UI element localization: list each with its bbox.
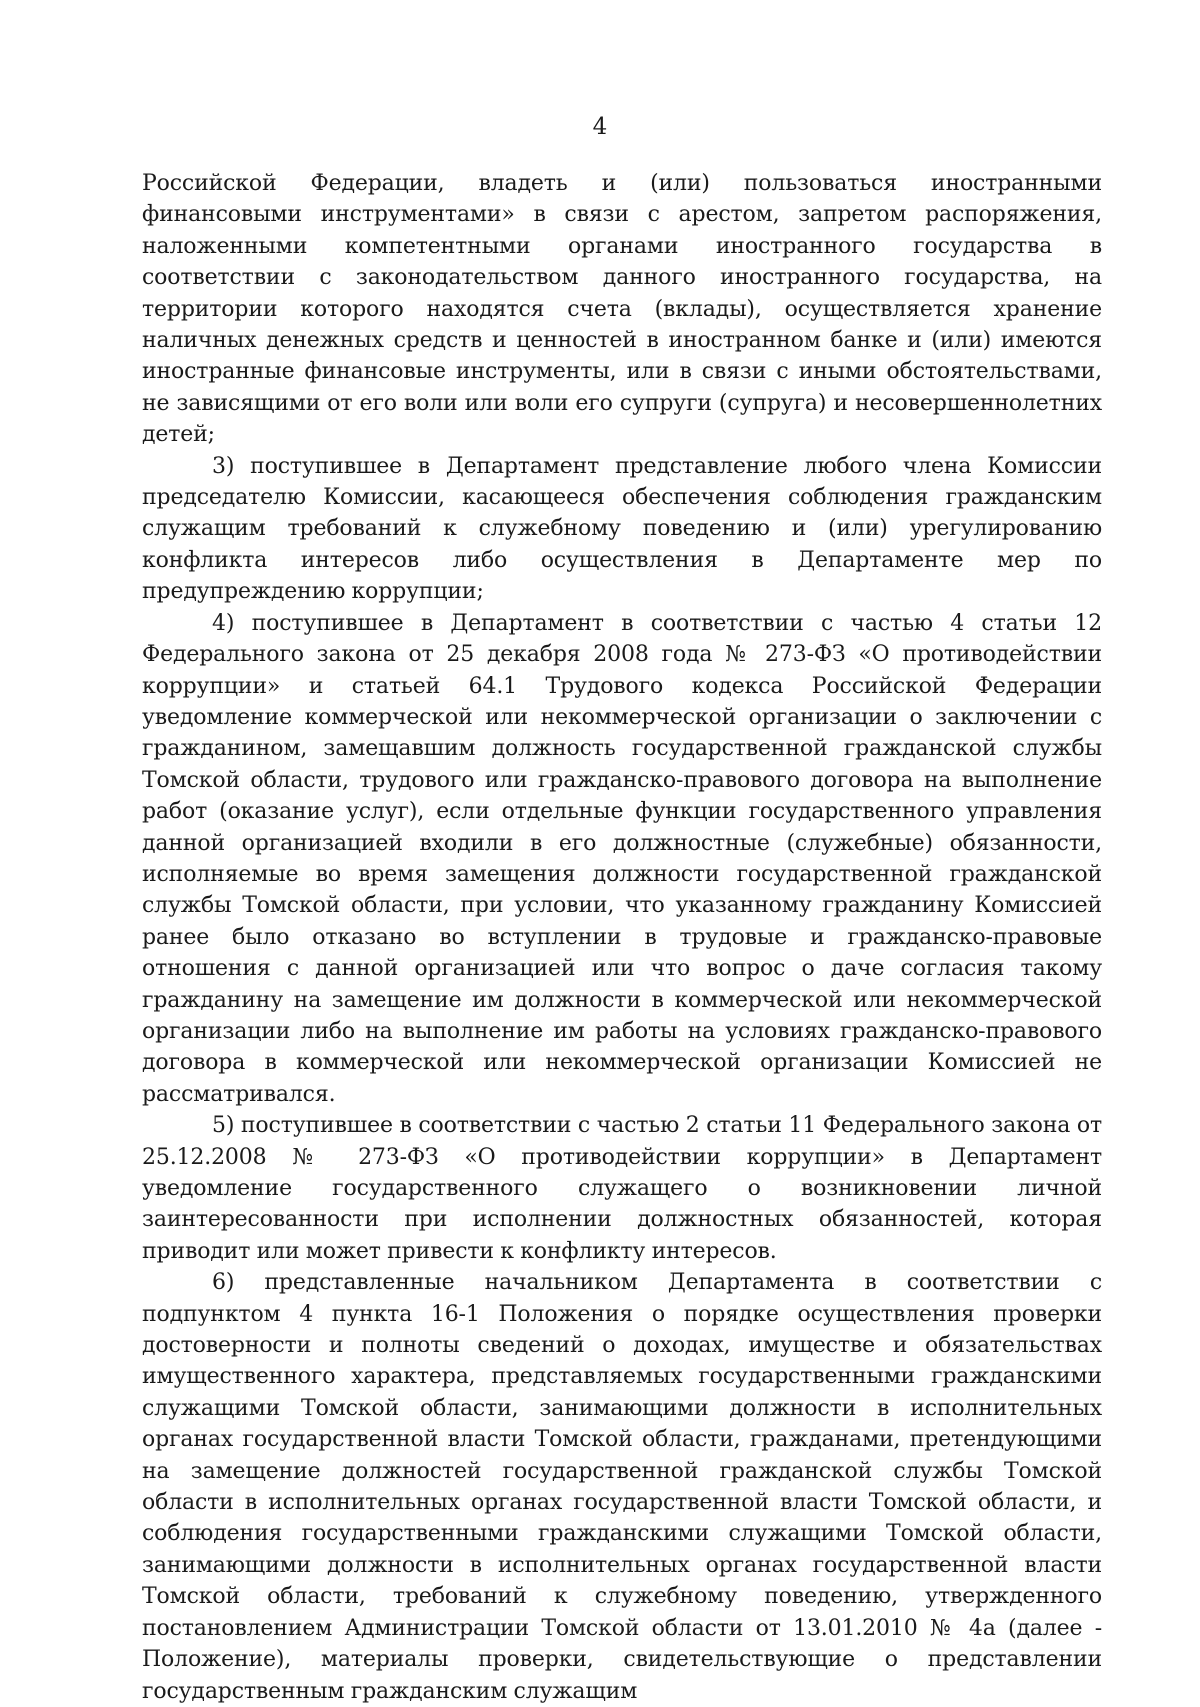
document-body xyxy=(142,168,1102,1707)
paragraph-item-3: 3) поступившее в Департамент представление любого члена Комиссии председателю Комиссии, касающееся обеспечения соблюдения гражданским служащим требований к служебному поведению и (или) урегулированию конфликта интересов либо осуществления в Департаменте мер по предупреждению коррупции; xyxy=(142,453,1102,605)
paragraph-item-4: 4) поступившее в Департамент в соответствии с частью 4 статьи 12 Федерального закона от 25 декабря 2008 года № 273-ФЗ «О противодействии коррупции» и статьей 64.1 Трудового кодекса Российской Федерации уведомление коммерческой или некоммерческой организации о заключении с гражданином, замещавшим должность государственной гражданской службы Томской области, трудового или гражданско-правового договора на выполнение работ (оказание услуг), если отдельные функции государственного управления данной организацией входили в его должностные (служебные) обязанности, исполняемые во время замещения должности государственной гражданской службы Томской области, при условии, что указанному гражданину Комиссией ранее было отказано во вступлении в трудовые и гражданско-правовые отношения с данной организацией или что вопрос о даче согласия такому гражданину на замещение им должности в коммерческой или некоммерческой организации либо на выполнение им работы на условиях гражданско-правового договора в коммерческой или некоммерческой организации Комиссией не рассматривался. xyxy=(142,610,1102,1107)
paragraph-continuation: Российской Федерации, владеть и (или) пользоваться иностранными финансовыми инструментами» в связи с арестом, запретом распоряжения, наложенными компетентными органами иностранного государства в соответствии с законодательством данного иностранного государства, на территории которого находятся счета (вклады), осуществляется хранение наличных денежных средств и ценностей в иностранном банке и (или) имеются иностранные финансовые инструменты, или в связи с иными обстоятельствами, не зависящими от его воли или воли его супруги (супруга) и несовершеннолетних детей; xyxy=(142,171,1102,448)
paragraph-item-5: 5) поступившее в соответствии с частью 2 статьи 11 Федерального закона от 25.12.2008 № 273-ФЗ «О противодействии коррупции» в Департамент уведомление государственного служащего о возникновении личной заинтересованности при исполнении должностных обязанностей, которая приводит или может привести к конфликту интересов. xyxy=(142,1113,1102,1264)
page-number: 4 xyxy=(592,114,608,140)
paragraph-item-6: 6) представленные начальником Департамента в соответствии с подпунктом 4 пункта 16-1 Положения о порядке осуществления проверки достоверности и полноты сведений о доходах, имуществе и обязательствах имущественного характера, представляемых государственными гражданскими служащими Томской области, занимающими должности в исполнительных органах государственной власти Томской области, гражданами, претендующими на замещение должностей государственной гражданской службы Томской области в исполнительных органах государственной власти Томской области, и соблюдения государственными гражданскими служащими Томской области, занимающими должности в исполнительных органах государственной власти Томской области, требований к служебному поведению, утвержденного постановлением Администрации Томской области от 13.01.2010 № 4а (далее - Положение), материалы проверки, свидетельствующие о представлении государственным гражданским служащим xyxy=(142,1270,1102,1704)
